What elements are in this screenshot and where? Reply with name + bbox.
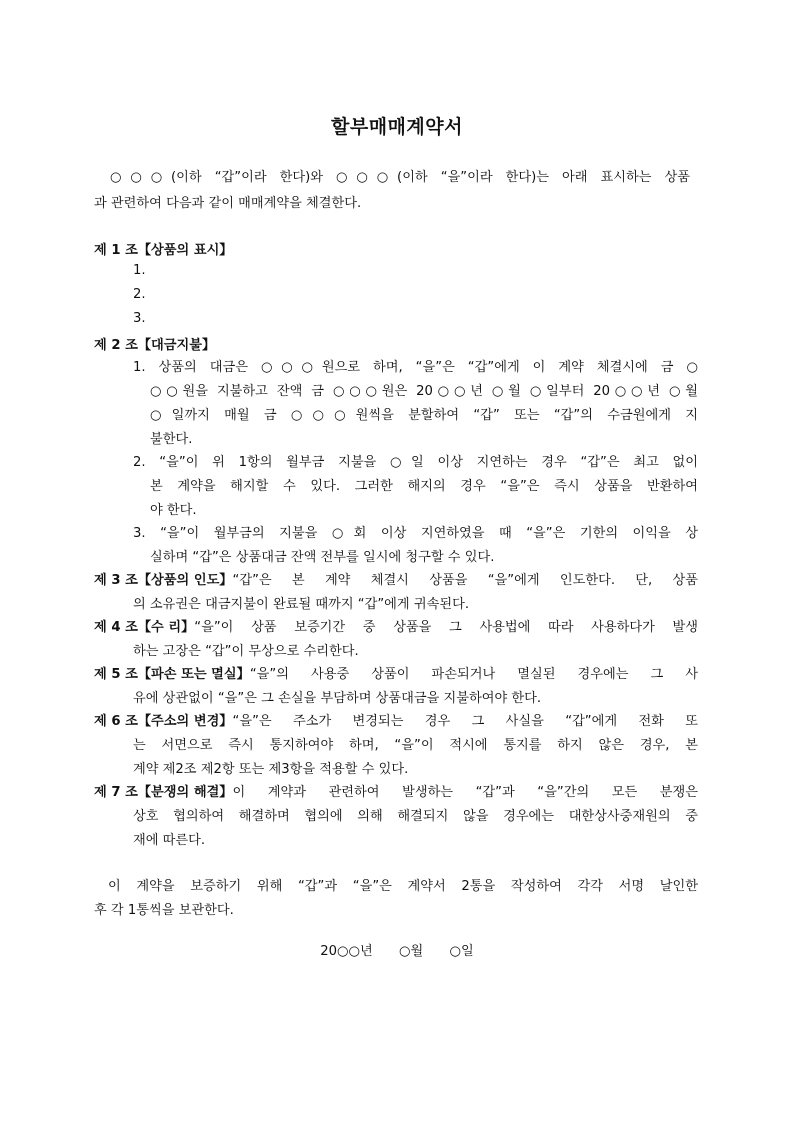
article-2-item-2: 본 계약을 해지할 수 있다. 그러한 해지의 경우 “을”은 즉시 상품을 반환하여 bbox=[150, 479, 698, 494]
article-5-heading: 제 5 조【파손 또는 멸실】 bbox=[94, 667, 250, 682]
closing-line: 후 각 1통씩을 보관한다. bbox=[94, 903, 234, 918]
article-6-first-line bbox=[94, 710, 698, 729]
contract-date bbox=[0, 940, 794, 959]
article-6-heading: 제 6 조【주소의 변경】 bbox=[94, 714, 233, 729]
article-7-first-line bbox=[94, 781, 698, 800]
document-title: 할부매매계약서 bbox=[331, 116, 463, 138]
date-year: 20○○년 bbox=[320, 944, 373, 959]
article-2-item-1: 1. 상품의 대금은 ○○○원으로 하며, “을”은 “갑”에게 이 계약 체결시에 금 ○ bbox=[133, 360, 698, 375]
article-4-text: “을”이 상품 보증기간 중 상품을 그 사용법에 따라 사용하다가 발생 bbox=[194, 620, 698, 635]
article-7-text: 이 계약과 관련하여 발생하는 “갑”과 “을”간의 모든 분쟁은 bbox=[232, 785, 698, 800]
article-2-item-3: 3. “을”이 월부금의 지불을 ○회 이상 지연하였을 때 “을”은 기한의 이익을 상 bbox=[133, 526, 698, 541]
article-1-item: 2. bbox=[133, 287, 146, 302]
article-4-first-line bbox=[94, 616, 698, 635]
closing-line: 이 계약을 보증하기 위해 “갑”과 “을”은 계약서 2통을 작성하여 각각 서명 날인한 bbox=[108, 879, 698, 894]
article-2-item-1: 불한다. bbox=[150, 432, 193, 447]
article-6-text: 는 서면으로 즉시 통지하여야 하며, “을”이 적시에 통지를 하지 않은 경우, 본 bbox=[133, 738, 698, 753]
article-2-item-1: ○○원을 지불하고 잔액 금 ○○○원은 20○○년 ○월 ○일부터 20○○년 ○월 bbox=[150, 384, 698, 399]
article-2-item-2: 야 한다. bbox=[150, 503, 197, 518]
article-6-text: 계약 제2조 제2항 또는 제3항을 적용할 수 있다. bbox=[133, 762, 409, 777]
intro-line: ○○○(이하 “갑”이라 한다)와 ○○○(이하 “을”이라 한다)는 아래 표시하는 상품 bbox=[110, 170, 690, 185]
article-3-first-line bbox=[94, 569, 698, 588]
article-7-heading: 제 7 조【분쟁의 해결】 bbox=[94, 785, 233, 800]
article-7-text: 상호 협의하여 해결하며 협의에 의해 해결되지 않을 경우에는 대한상사중재원의 중 bbox=[133, 809, 698, 824]
article-7-text: 재에 따른다. bbox=[133, 833, 206, 848]
article-4-heading: 제 4 조【수 리】 bbox=[94, 620, 195, 635]
article-4-text: 하는 고장은 “갑”이 무상으로 수리한다. bbox=[133, 644, 359, 659]
date-day: ○일 bbox=[449, 944, 474, 959]
article-2-item-1: ○일까지 매월 금 ○○○원씩을 분할하여 “갑” 또는 “갑”의 수금원에게 지 bbox=[150, 408, 698, 423]
article-3-text: “갑”은 본 계약 체결시 상품을 “을”에게 인도한다. 단, 상품 bbox=[232, 573, 698, 588]
article-3-heading: 제 3 조【상품의 인도】 bbox=[94, 573, 233, 588]
article-5-text: “을”의 사용중 상품이 파손되거나 멸실된 경우에는 그 사 bbox=[249, 667, 698, 682]
article-1-item: 1. bbox=[133, 263, 146, 278]
article-1-item: 3. bbox=[133, 311, 146, 326]
article-5-text: 유에 상관없이 “을”은 그 손실을 부담하며 상품대금을 지불하여야 한다. bbox=[133, 691, 542, 706]
article-1-heading: 제 1 조【상품의 표시】 bbox=[94, 243, 233, 258]
article-5-first-line bbox=[94, 663, 698, 682]
intro-line: 과 관련하여 다음과 같이 매매계약을 체결한다. bbox=[94, 196, 362, 211]
article-3-text: 의 소유권은 대금지불이 완료될 때까지 “갑”에게 귀속된다. bbox=[133, 597, 470, 612]
article-2-item-2: 2. “을”이 위 1항의 월부금 지불을 ○일 이상 지연하는 경우 “갑”은 최고 없이 bbox=[133, 455, 698, 470]
article-2-item-3: 실하며 “갑”은 상품대금 잔액 전부를 일시에 청구할 수 있다. bbox=[150, 550, 495, 565]
article-2-heading: 제 2 조【대금지불】 bbox=[94, 338, 216, 353]
date-month: ○월 bbox=[399, 944, 424, 959]
article-6-text: “을”은 주소가 변경되는 경우 그 사실을 “갑”에게 전화 또 bbox=[232, 714, 698, 729]
